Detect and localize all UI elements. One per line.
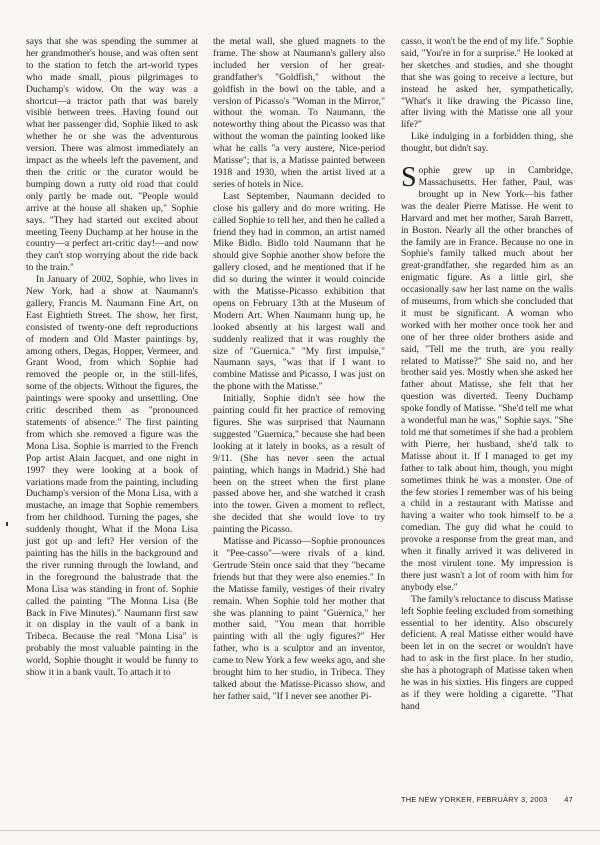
paragraph: The family's reluctance to discuss Matisse left Sophie feeling excluded from something essential to her identity. Also obscurely deficient. A real Matisse either would have been let in on the secret or wouldn't have had to ask in the first place. In her studio, she has a photograph of Matisse taken when he was in his sixties. His fingers are cupped as if they were holding a cigarette. "That hand	[401, 593, 573, 712]
paragraph: says that she was spending the summer at her grandmother's house, and was often sent to the station to fetch the art-world types who made small, pious pilgrimages to Duchamp's widow. On the way was a shortcut—a tractor path that was barely visible between trees. Having found out what her passenger did, Sophie liked to ask whether he or she was the adventurous version. There was almost immediately an impact as the wheels left the pavement, and then the critic or the curator would be bumping down a rutty old road that could only partly be made out. "People would arrive at the house all shaken up," Sophie says. "They had started out excited about meeting Teeny Duchamp at her house in the country—a perfect art-critic day!—and now they can't stop worrying about the ride back to the train."	[26, 36, 198, 274]
paragraph: Matisse and Picasso—Sophie pronounces it "Pee-casso"—were rivals of a kind. Gertrude Stein once said that they "became friends but that they were also enemies." In the Matisse family, vestiges of their rivalry remain. When Sophie told her mother that she was planning to paint "Guernica," her mother said, "You mean that horrible painting with all the ugly figures?" Her father, who is a sculptor and an inventor, came to New York a few weeks ago, and she brought him to her studio, in Tribeca. They talked about the Matisse-Picasso show, and her father said, "If I never see another Pi-	[213, 536, 385, 702]
page-footer	[401, 795, 573, 804]
text-column-3	[401, 36, 573, 713]
magazine-dateline: THE NEW YORKER, FEBRUARY 3, 2003	[401, 795, 548, 804]
paragraph: Like indulging in a forbidden thing, she thought, but didn't say.	[401, 131, 573, 155]
page-number: 47	[564, 795, 573, 804]
paragraph: casso, it won't be the end of my life." Sophie said, "You're in for a surprise." He looked at her sketches and studies, and she thought that she was going to receive a lecture, but instead he asked her, sympathetically, "What's it like drawing the Picasso line, after living with the Matisse one all your life?"	[401, 36, 573, 131]
paragraph: the metal wall, she glued magnets to the frame. The show at Naumann's gallery also included her version of her great-grandfather's "Goldfish," without the goldfish in the bowl on the table, and a version of Picasso's "Woman in the Mirror," without the woman. To Naumann, the noteworthy thing about the Picasso was that without the woman the painting looked like what he calls "a very austere, Nice-period Matisse"; that is, a Matisse painted between 1918 and 1930, when the artist lived at a series of hotels in Nice.	[213, 36, 385, 190]
margin-mark	[6, 522, 8, 526]
drop-cap: S	[401, 162, 417, 194]
paragraph: Initially, Sophie didn't see how the painting could fit her practice of removing figures. She was surprised that Naumann suggested "Guernica," because she had been looking at it lately in books, as a result of 9/11. (She has never seen the actual painting, which hangs in Madrid.) She had been on the street when the first plane passed above her, and she watched it crash into the tower. Given a moment to reflect, she decided that she would love to try painting the Picasso.	[213, 393, 385, 536]
bottom-rule	[0, 830, 600, 831]
paragraph: In January of 2002, Sophie, who lives in New York, had a show at Naumann's gallery, Francis M. Naumann Fine Art, on East Eightieth Street. The show, her first, consisted of twenty-one deft reproductions of modern and Old Master paintings by, among others, Degas, Hopper, Vermeer, and Grant Wood, from which Sophie had removed the people or, in the still-lifes, some of the objects. Without the figures, the paintings were spooky and unsettling. One critic described them as "pronounced statements of absence." The first painting from which she removed a figure was the Mona Lisa. Sophie is married to the French Pop artist Alain Jacquet, and one night in 1997 they were looking at a book of variations made from the painting, including Duchamp's version of the Mona Lisa, with a mustache, an image that Sophie remembers from her childhood. Turning the pages, she suddenly thought, What if the Mona Lisa just got up and left? Her version of the painting has the hills in the background and the river running through the lowland, and in the foreground the balustrade that the Mona Lisa was standing in front of. Sophie called the painting "The Monna Lisa (Be Back in Five Minutes)." Naumann first saw it on display in the vault of a bank in Tribeca. Because the real "Mona Lisa" is probably the most valuable painting in the world, Sophie thought it would be funny to show it in a bank vault. To attach it to	[26, 274, 198, 679]
paragraph: Last September, Naumann decided to close his gallery and do more writing. He called Sophie to tell her, and then he called a friend they had in common, an artist named Mike Bidlo. Bidlo told Naumann that he should give Sophie another show before the gallery closed, and he mentioned that if he did so during the winter it would coincide with the Matisse-Picasso exhibition that opens on February 13th at the Museum of Modern Art. When Naumann hung up, he looked absently at his largest wall and suddenly realized that it was roughly the size of "Guernica." "My first impulse," Naumann says, "was that if I want to combine Matisse and Picasso, I was just on the phone with the Matisse."	[213, 190, 385, 393]
text-column-2	[213, 36, 385, 703]
section-opening-paragraph	[401, 162, 573, 594]
text-column-1	[26, 36, 198, 679]
paragraph-text: ophie grew up in Cambridge, Massachusetts. Her father, Paul, was brought up in New York—his father was the dealer Pierre Matisse. He went to Harvard and met her mother, Sarah Barrett, in Boston. Nearly all the other branches of the family are in France. Because no one in Sophie's family talked much about her great-grandfather, she regarded him as an enigmatic figure. As a little girl, she occasionally saw her last name on the walls of museums, from which she concluded that it must be significant. A woman who worked with her mother once took her and one of her three older brothers aside and said, "Tell me the truth, are you really related to Matisse?" She said no, and her brother said yes. Mostly when she asked her father about Matisse, she felt that her question was diverted. Teeny Duchamp spoke fondly of Matisse. "She'd tell me what a wonderful man he was," Sophie says. "She told me that sometimes if she had a problem with Pierre, her husband, she'd talk to Matisse about it. If I managed to get my father to talk about him, though, you might sometimes think he was a monster. One of the few stories I remember was of his being a child in a restaurant with Matisse and having a waiter who took himself to be a comedian. The guy did what he could to provoke a response from the great man, and when it finally arrived it was delivered in the most virulent tone. My impression is there just wasn't a lot of room with him for anybody else."	[401, 165, 573, 593]
